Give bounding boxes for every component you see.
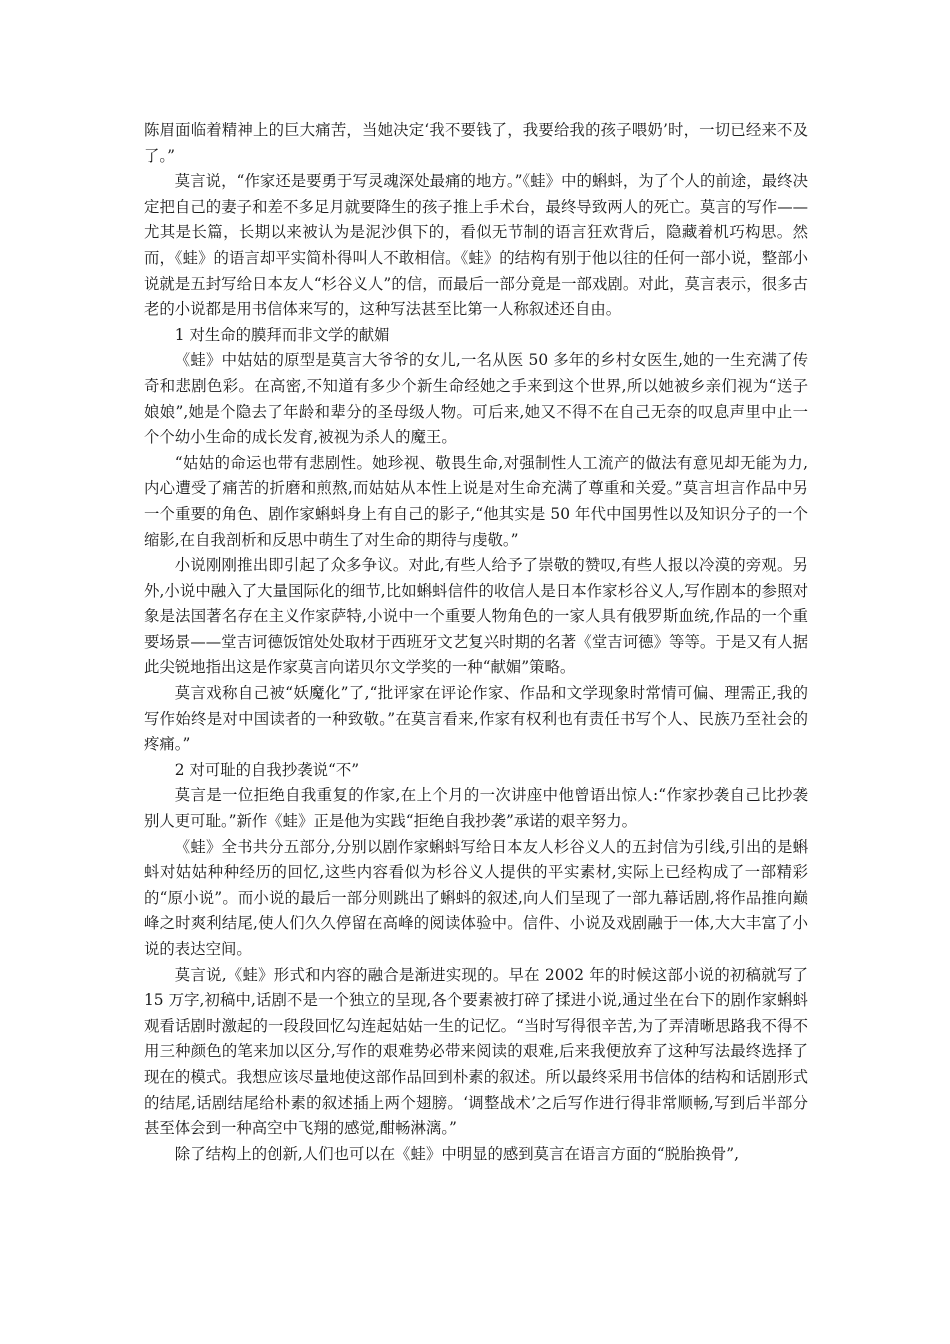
document-page <box>144 118 808 1167</box>
section-heading-1: 1 对生命的膜拜而非文学的献媚 <box>174 325 390 344</box>
paragraph-body: 《蛙》中姑姑的原型是莫言大爷爷的女儿,一名从医 50 多年的乡村女医生,她的一生充满了传奇和悲剧色彩。在高密,不知道有多少个新生命经她之手来到这个世界,所以她被乡亲们视为“送子娘娘”,她是个隐去了年龄和辈分的圣母级人物。可后来,她又不得不在自己无奈的叹息声里中止一个个幼小生命的成长发育,被视为杀人的魔王。 <box>144 351 808 447</box>
paragraph-body: 莫言说,《蛙》形式和内容的融合是渐进实现的。早在 2002 年的时候这部小说的初稿就写了 15 万字,初稿中,话剧不是一个独立的呈现,各个要素被打碎了揉进小说,通过坐在台下的剧作家蝌蚪观看话剧时激起的一段段回忆勾连起姑姑一生的记忆。“当时写得很辛苦,为了弄清晰思路我不得不用三种颜色的笔来加以区分,写作的艰难势必带来阅读的艰难,后来我便放弃了这种写法最终选择了现在的模式。我想应该尽量地使这部作品回到朴素的叙述。所以最终采用书信体的结构和话剧形式的结尾,话剧结尾给朴素的叙述插上两个翅膀。‘调整战术’之后写作进行得非常顺畅,写到后半部分甚至体会到一种高空中飞翔的感觉,酣畅淋漓。” <box>144 965 808 1138</box>
section-heading-2: 2 对可耻的自我抄袭说“不” <box>174 760 360 779</box>
paragraph-body: 小说刚刚推出即引起了众多争议。对此,有些人给予了崇敬的赞叹,有些人报以冷漠的旁观。另外,小说中融入了大量国际化的细节,比如蝌蚪信件的收信人是日本作家杉谷义人,写作剧本的参照对象是法国著名存在主义作家萨特,小说中一个重要人物角色的一家人具有俄罗斯血统,作品的一个重要场景——堂吉诃德饭馆处处取材于西班牙文艺复兴时期的名著《堂吉诃德》等等。于是又有人据此尖锐地指出这是作家莫言向诺贝尔文学奖的一种“献媚”策略。 <box>144 556 808 677</box>
paragraph-body: 除了结构上的创新,人们也可以在《蛙》中明显的感到莫言在语言方面的“脱胎换骨”, <box>174 1144 739 1163</box>
paragraph-body: 《蛙》全书共分五部分,分别以剧作家蝌蚪写给日本友人杉谷义人的五封信为引线,引出的是蝌蚪对姑姑种种经历的回忆,这些内容看似为杉谷义人提供的平实素材,实际上已经构成了一部精彩的“原小说”。而小说的最后一部分则跳出了蝌蚪的叙述,向人们呈现了一部九幕话剧,将作品推向巅峰之时爽利结尾,使人们久久停留在高峰的阅读体验中。信件、小说及戏剧融于一体,大大丰富了小说的表达空间。 <box>144 837 808 958</box>
paragraph-continuation: 陈眉面临着精神上的巨大痛苦，当她决定‘我不要钱了，我要给我的孩子喂奶’时，一切已经来不及了。” <box>144 121 808 165</box>
paragraph-body: 莫言是一位拒绝自我重复的作家,在上个月的一次讲座中他曾语出惊人:“作家抄袭自己比抄袭别人更可耻。”新作《蛙》正是他为实践“拒绝自我抄袭”承诺的艰辛努力。 <box>144 786 808 831</box>
paragraph-body: 莫言说，“作家还是要勇于写灵魂深处最痛的地方。”《蛙》中的蝌蚪，为了个人的前途，最终决定把自己的妻子和差不多足月就要降生的孩子推上手术台，最终导致两人的死亡。莫言的写作——尤其是长篇，长期以来被认为是泥沙俱下的，看似无节制的语言狂欢背后，隐藏着机巧构思。然而，《蛙》的语言却平实简朴得叫人不敢相信。《蛙》的结构有别于他以往的任何一部小说，整部小说就是五封写给日本友人“杉谷义人”的信，而最后一部分竟是一部戏剧。对此，莫言表示，很多古老的小说都是用书信体来写的，这种写法甚至比第一人称叙述还自由。 <box>144 172 808 319</box>
paragraph-body: 莫言戏称自己被“妖魔化”了,“批评家在评论作家、作品和文学现象时常情可偏、理需正,我的写作始终是对中国读者的一种致敬。”在莫言看来,作家有权利也有责任书写个人、民族乃至社会的疼痛。” <box>144 684 808 754</box>
paragraph-body: “姑姑的命运也带有悲剧性。她珍视、敬畏生命,对强制性人工流产的做法有意见却无能为力,内心遭受了痛苦的折磨和煎熬,而姑姑从本性上说是对生命充满了尊重和关爱。”莫言坦言作品中另一个重要的角色、剧作家蝌蚪身上有自己的影子,“他其实是 50 年代中国男性以及知识分子的一个缩影,在自我剖析和反思中萌生了对生命的期待与虔敬。” <box>144 453 808 549</box>
